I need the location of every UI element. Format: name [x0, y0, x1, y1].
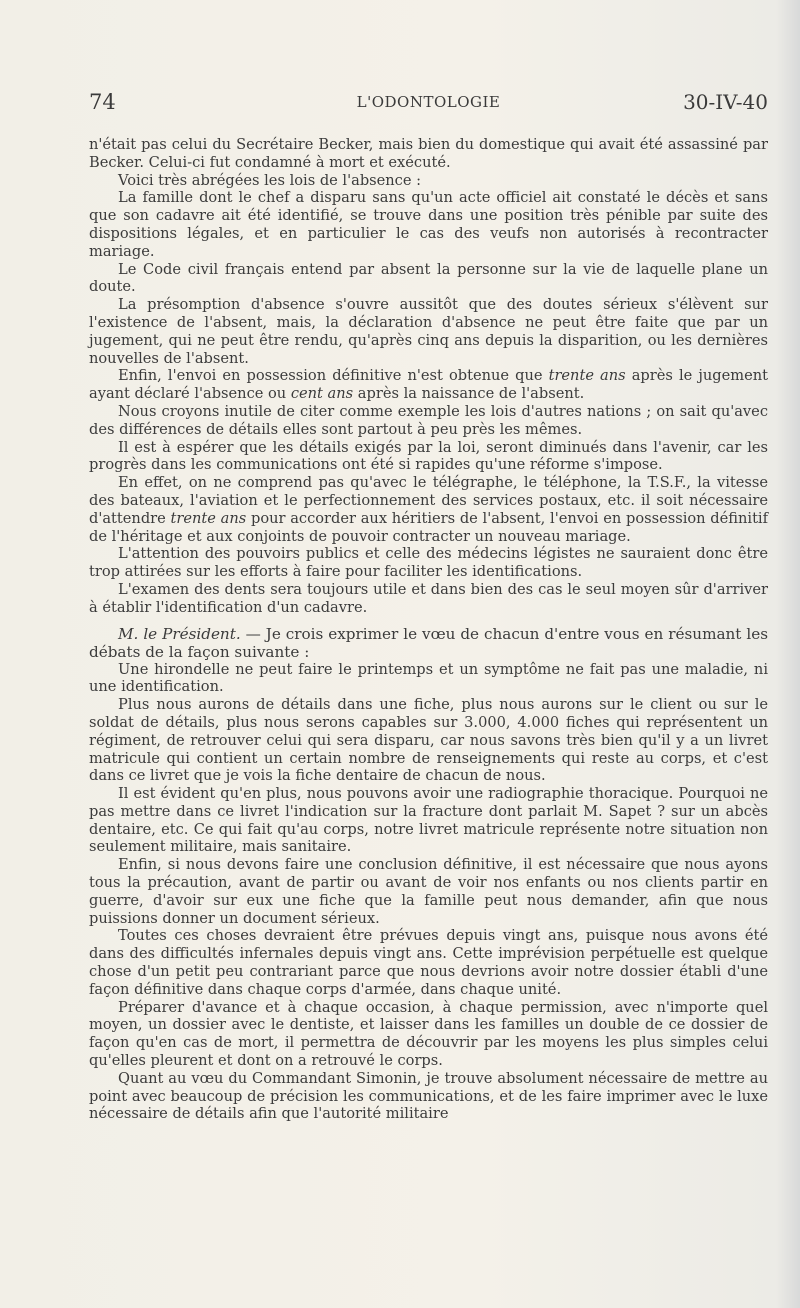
text-run: pour accorder aux héritiers de l'absent, l'envoi en possession définitif de l'héritage et aux conjoints de pouvoir contracter un nouveau mariage.	[89, 509, 769, 545]
paragraph: n'était pas celui du Secrétaire Becker, mais bien du domestique qui avait été assassiné par Becker. Celui-ci fut condamné à mort et exécuté.	[89, 136, 768, 171]
paragraph: Toutes ces choses devraient être prévues depuis vingt ans, puisque nous avons été dans des difficultés infernales depuis vingt ans. Cette imprévision perpétuelle est quelque chose d'un petit peu contrariant parce que nous devrions avoir notre dossier établi d'une façon définitive dans chaque corps d'armée, dans chaque unité.	[89, 927, 768, 998]
paragraph: L'attention des pouvoirs publics et celle des médecins légistes ne sauraient donc être trop attirées sur les efforts à faire pour faciliter les identifications.	[89, 545, 768, 581]
article-body	[89, 136, 768, 1123]
speaker-name: M. le Président.	[118, 624, 241, 643]
paragraph: La présomption d'absence s'ouvre aussitôt que des doutes sérieux s'élèvent sur l'existence de l'absent, mais, la déclaration d'absence ne peut être faite que par un jugement, qui ne peut être rendu, qu'après cinq ans depuis la disparition, ou les dernières nouvelles de l'absent.	[89, 296, 768, 367]
paragraph: L'examen des dents sera toujours utile et dans bien des cas le seul moyen sûr d'arriver à établir l'identification d'un cadavre.	[89, 580, 768, 616]
paragraph: Il est à espérer que les détails exigés par la loi, seront diminués dans l'avenir, car les progrès dans les communications ont été si rapides qu'une réforme s'impose.	[89, 438, 768, 474]
text-run: après le jugement ayant déclaré l'absence ou	[89, 367, 768, 403]
text-run: Enfin, l'envoi en possession définitive n'est obtenue que	[118, 367, 549, 385]
italic-emphasis: trente ans	[548, 367, 626, 385]
italic-emphasis: cent ans	[290, 385, 354, 403]
paragraph: Quant au vœu du Commandant Simonin, je trouve absolument nécessaire de mettre au point avec beaucoup de précision les communications, et de les faire imprimer avec le luxe nécessaire de détails afin que l'autorité militaire	[89, 1069, 768, 1123]
running-header	[89, 90, 768, 120]
paragraph: Nous croyons inutile de citer comme exemple les lois d'autres nations ; on sait qu'avec des différences de détails elles sont partout à peu près les mêmes.	[89, 402, 768, 438]
paragraph	[89, 474, 768, 545]
paragraph: Une hirondelle ne peut faire le printemps et un symptôme ne fait pas une maladie, ni une identification.	[89, 660, 768, 696]
italic-emphasis: trente ans	[170, 509, 247, 527]
paragraph: Il est évident qu'en plus, nous pouvons avoir une radiographie thoracique. Pourquoi ne pas mettre dans ce livret l'indication sur la fracture dont parlait M. Sapet ? sur un abcès dentaire, etc. Ce qui fait qu'au corps, notre livret matricule représente notre situation non seulement militaire, mais sanitaire.	[89, 785, 768, 856]
text-run: En effet, on ne comprend pas qu'avec le télégraphe, le téléphone, la T.S.F., la vitesse des bateaux, l'aviation et le perfectionnement des services postaux, etc. il soit nécessaire d'attendre	[89, 474, 768, 527]
paragraph	[89, 367, 768, 403]
paragraph: Le Code civil français entend par absent la personne sur la vie de laquelle plane un doute.	[89, 260, 768, 296]
speaker-paragraph	[89, 625, 768, 661]
text-run: — Je crois exprimer le vœu de chacun d'entre vous en résumant les débats de la façon suivante :	[89, 624, 768, 661]
paragraph: Enfin, si nous devons faire une conclusion définitive, il est nécessaire que nous ayons tous la précaution, avant de partir ou avant de voir nos enfants ou nos clients partir en guerre, d'avoir sur eux une fiche que la famille peut nous demander, afin que nous puissions donner un document sérieux.	[89, 856, 768, 927]
paragraph: Plus nous aurons de détails dans une fiche, plus nous aurons sur le client ou sur le soldat de détails, plus nous serons capables sur 3.000, 4.000 fiches qui représentent un régiment, de retrouver celui qui sera disparu, car nous savons très bien qu'il y a un livret matricule qui contient un certain nombre de renseignements qui reste au corps, et c'est dans ce livret que je vois la fiche dentaire de chacun de nous.	[89, 696, 768, 785]
paragraph: Préparer d'avance et à chaque occasion, à chaque permission, avec n'importe quel moyen, un dossier avec le dentiste, et laisser dans les familles un double de ce dossier de façon qu'en cas de mort, il permettra de découvrir par les moyens les plus simples celui qu'elles pleurent et dont on a retrouvé le corps.	[89, 998, 768, 1070]
paragraph: La famille dont le chef a disparu sans qu'un acte officiel ait constaté le décès et sans que son cadavre ait été identifié, se trouve dans une position très pénible par suite des dispositions légales, et en particulier le cas des veufs non autorisés à recontracter mariage.	[89, 189, 768, 260]
text-run: après la naissance de l'absent.	[353, 385, 585, 403]
journal-title: L'ODONTOLOGIE	[356, 93, 501, 111]
paragraph: Voici très abrégées les lois de l'absence :	[118, 171, 422, 189]
issue-date: 30-IV-40	[683, 90, 768, 114]
page-number: 74	[89, 90, 116, 114]
